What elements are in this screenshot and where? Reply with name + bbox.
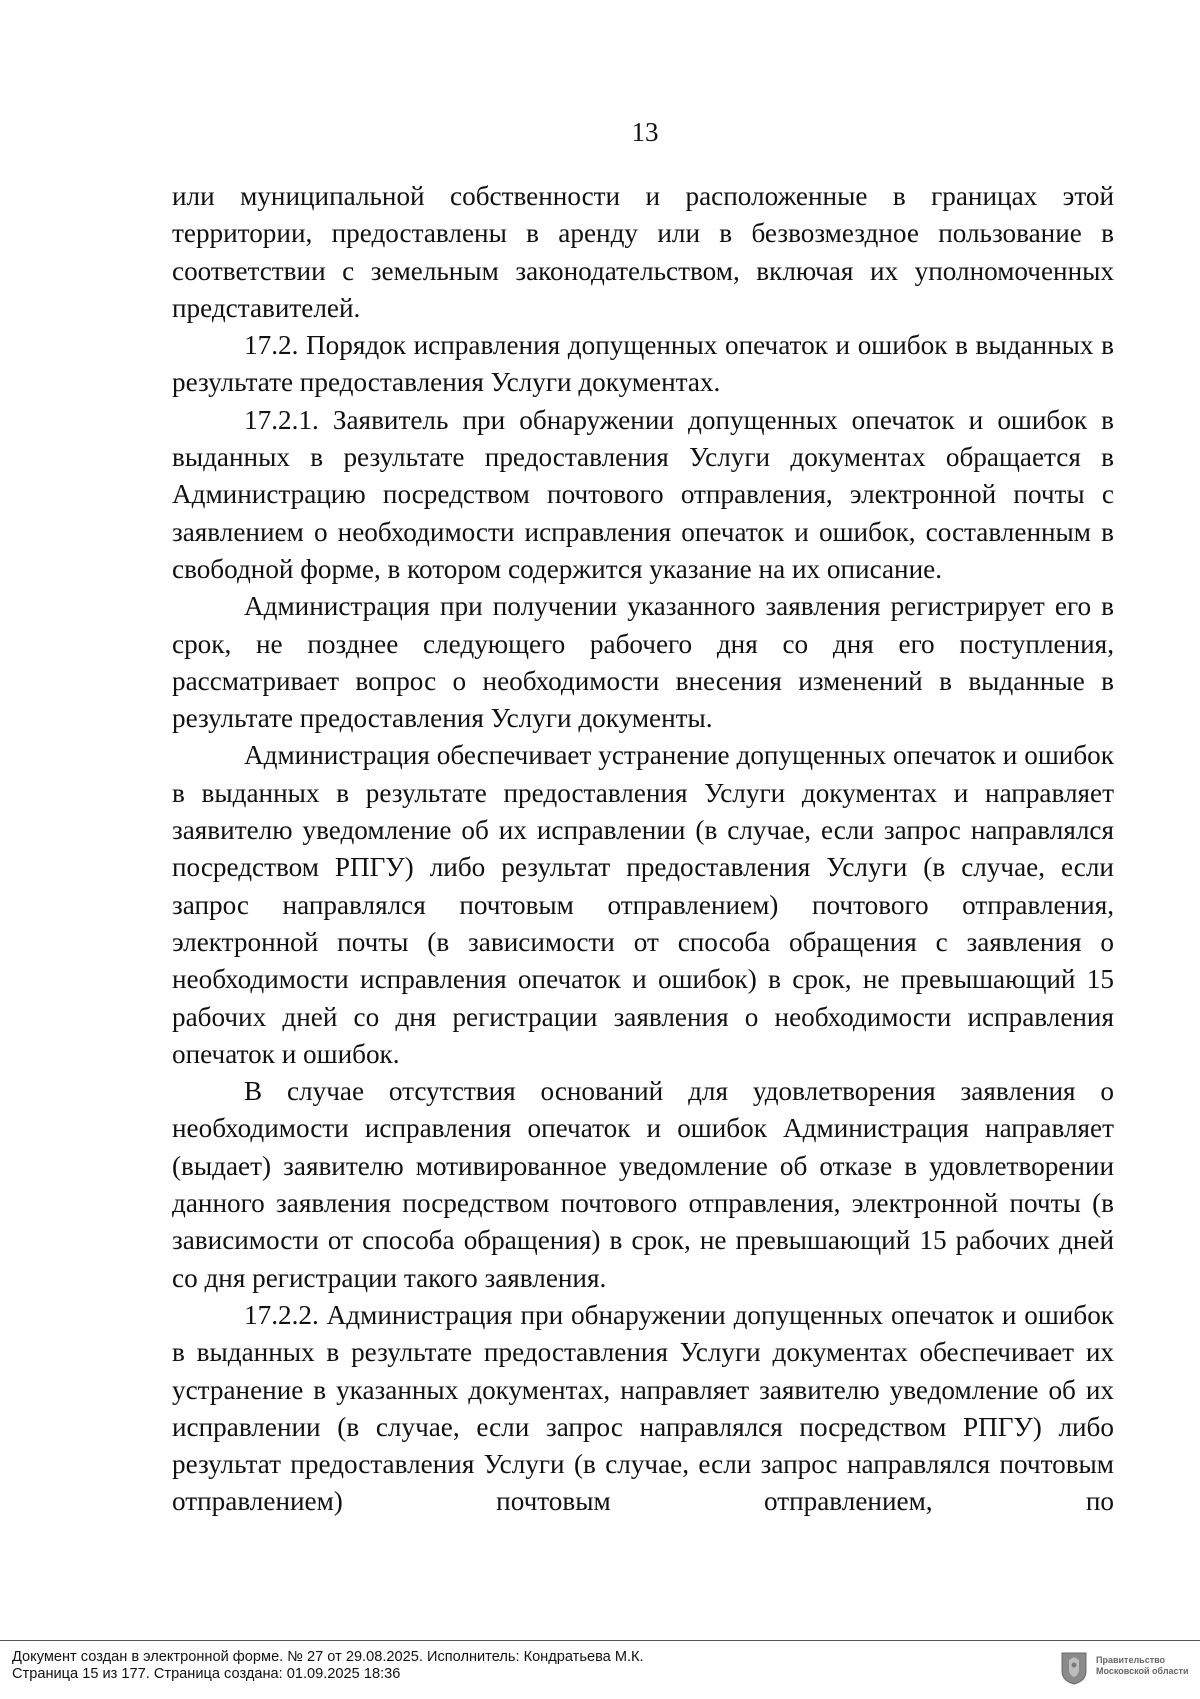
paragraph-1: или муниципальной собственности и расположенные в границах этой территории, предоставлены в аренду или в безвозмездное пользование в соответствии с земельным законодательством, включая их уполномоченных представителей. <box>172 181 1114 323</box>
paragraph-6: В случае отсутствия оснований для удовлетворения заявления о необходимости исправления опечаток и ошибок Администрация направляет (выдает) заявителю мотивированное уведомление об отказе в удовлетворении данного заявления посредством почтового отправления, электронной почты (в зависимости от способа обращения) в срок, не превышающий 15 рабочих дней со дня регистрации такого заявления. <box>172 1076 1114 1293</box>
coat-of-arms-icon <box>1060 1651 1088 1685</box>
footer-line-2: Страница 15 из 177. Страница создана: 01.09.2025 18:36 <box>12 1666 401 1682</box>
paragraph-3: 17.2.1. Заявитель при обнаружении допущенных опечаток и ошибок в выданных в результате предоставления Услуги документах обращается в Администрацию посредством почтового отправления, электронной почты с заявлением о необходимости исправления опечаток и ошибок, составленным в свободной форме, в котором содержится указание на их описание. <box>172 404 1114 584</box>
page-number: 13 <box>631 117 659 147</box>
logo-caption: Правительство Московской области <box>1096 1655 1189 1676</box>
footer-line-1: Документ создан в электронной форме. № 27 от 29.08.2025. Исполнитель: Кондратьева М.К. <box>12 1649 644 1665</box>
paragraph-5: Администрация обеспечивает устранение допущенных опечаток и ошибок в выданных в результате предоставления Услуги документах и направляет заявителю уведомление об их исправлении (в случае, если запрос направлялся посредством РПГУ) либо результат предоставления Услуги (в случае, если запрос направлялся почтовым отправлением) почтового отправления, электронной почты (в зависимости от способа обращения с заявления о необходимости исправления опечаток и ошибок) в срок, не превышающий 15 рабочих дней со дня регистрации заявления о необходимости исправления опечаток и ошибок. <box>172 740 1114 1069</box>
government-logo <box>1060 1649 1190 1689</box>
document-body <box>172 178 1114 1521</box>
document-footer <box>0 1640 1200 1699</box>
paragraph-4: Администрация при получении указанного заявления регистрирует его в срок, не позднее следующего рабочего дня со дня его поступления, рассматривает вопрос о необходимости внесения изменений в выданные в результате предоставления Услуги документы. <box>172 591 1114 734</box>
paragraph-2: 17.2. Порядок исправления допущенных опечаток и ошибок в выданных в результате предоставления Услуги документах. <box>172 330 1114 398</box>
paragraph-7: 17.2.2. Администрация при обнаружении допущенных опечаток и ошибок в выданных в результате предоставления Услуги документах обеспечивает их устранение в указанных документах, направляет заявителю уведомление об их исправлении (в случае, если запрос направлялся посредством РПГУ) либо результат предоставления Услуги (в случае, если запрос направлялся почтовым отправлением) почтовым отправлением, по <box>172 1299 1114 1517</box>
footer-info <box>12 1649 644 1683</box>
